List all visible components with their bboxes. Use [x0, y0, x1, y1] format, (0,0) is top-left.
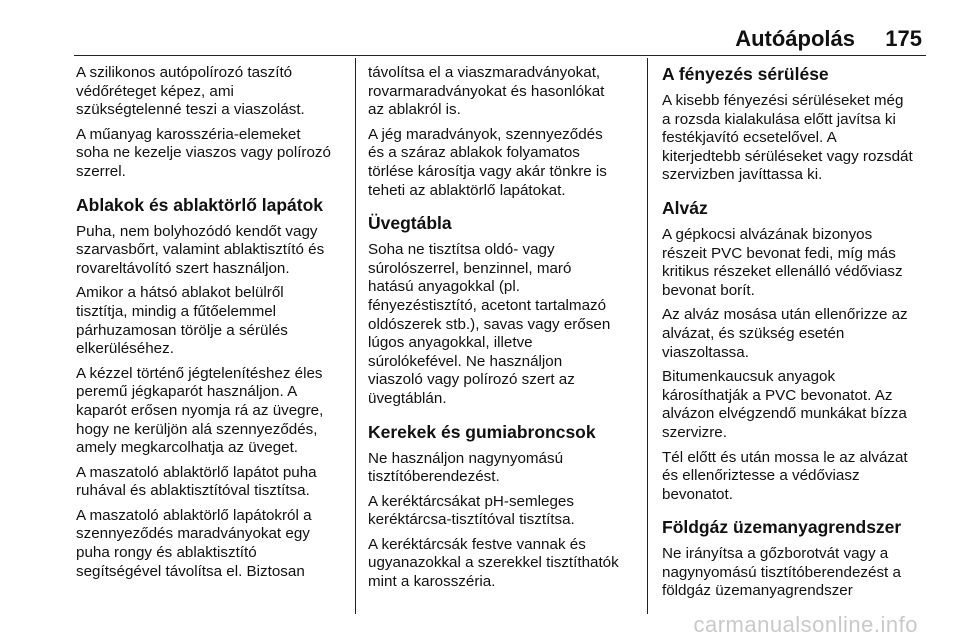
paragraph: A jég maradványok, szennyeződés és a száraz ablakok folyamatos törlése károsítja vagy akár tönkre is teheti az ablaktörlő lapátokat.	[368, 125, 607, 199]
paragraph: A maszatoló ablaktörlő lapátot puha ruhával és ablaktisztítóval tisztítsa.	[76, 463, 317, 500]
paragraph: Bitumenkaucsuk anyagok károsíthatják a PVC bevonatot. Az alvázon elvégzendő munkákat bízza szervizre.	[662, 368, 907, 441]
watermark: carmanualsonline.info	[693, 612, 918, 637]
section-heading: Alváz	[662, 197, 708, 218]
section-heading: A fényezés sérülése	[662, 64, 829, 84]
paragraph: A keréktárcsákat pH-semleges keréktárcsa-tisztítóval tisztítsa.	[368, 492, 575, 529]
column-2	[368, 64, 636, 598]
paragraph: távolítsa el a viaszmaradványokat, rovarmaradványokat és hasonlókat az ablakról is.	[368, 64, 605, 119]
paragraph: Az alváz mosása után ellenőrizze az alvázat, és szükség esetén viaszoltassa.	[662, 306, 908, 361]
column-1	[76, 64, 346, 587]
section-heading: Földgáz üzemanyagrendszer	[662, 517, 902, 538]
column-divider-left	[355, 58, 356, 614]
paragraph: A műanyag karosszéria-elemeket soha ne kezelje viaszos vagy polírozó szerrel.	[76, 125, 331, 180]
paragraph: Puha, nem bolyhozódó kendőt vagy szarvasbőrt, valamint ablaktisztító és rovareltávolító szert használjon.	[76, 222, 325, 277]
paragraph: Soha ne tisztítsa oldó- vagy súrolószerrel, benzinnel, maró hatású anyagokkal (pl. fényezéstisztító, acetont tartalmazó oldószerek stb.), savas vagy erősen lúgos anyagokkal, illetve súrolókefével. Ne használjon viaszoló vagy polírozó szert az üvegtáblán.	[368, 241, 611, 407]
paragraph: Tél előtt és után mossa le az alvázat és ellenőriztesse a védőviasz bevonatot.	[662, 448, 908, 503]
paragraph: Ne használjon nagynyomású tisztítóberendezést.	[368, 449, 564, 486]
column-3	[662, 64, 932, 607]
paragraph: A keréktárcsák festve vannak és ugyanazokkal a szerekkel tisztíthatók mint a karosszéria.	[368, 535, 619, 591]
column-divider-right	[647, 58, 648, 614]
paragraph: A szilikonos autópolírozó taszító védőréteget képez, ami szükségtelenné teszi a viaszolást.	[76, 64, 305, 119]
paragraph: A gépkocsi alvázának bizonyos részeit PVC bevonat fedi, míg más kritikus részeket ellenálló védőviasz bevonat borít.	[662, 225, 903, 299]
paragraph: A kisebb fényezési sérüléseket még a rozsda kialakulása előtt javítsa ki festékjavító ecsetelővel. A kiterjedtebb sérüléseket vagy rozsdát szervizben javíttassa ki.	[662, 92, 913, 184]
section-heading: Üvegtábla	[368, 213, 452, 234]
header-rule	[74, 55, 926, 56]
page-header-title: Autóápolás	[735, 26, 855, 51]
paragraph: A maszatoló ablaktörlő lapátokról a szennyeződés maradványokat egy puha rongy és ablaktisztító segítségével távolítsa el. Biztosan	[76, 506, 312, 580]
page-number: 175	[885, 26, 922, 51]
paragraph: Amikor a hátsó ablakot belülről tisztítja, mindig a fűtőelemmel párhuzamosan törölje a sérülés elkerüléséhez.	[76, 284, 288, 358]
section-heading: Ablakok és ablaktörlő lapátok	[76, 194, 324, 215]
paragraph: Ne irányítsa a gőzborotvát vagy a nagynyomású tisztítóberendezést a földgáz üzemanyagrendszer	[662, 545, 901, 600]
paragraph: A kézzel történő jégtelenítéshez éles peremű jégkaparót használjon. A kaparót erősen nyomja rá az üvegre, hogy ne kerüljön alá szennyeződés, amely megkarcolhatja az üveget.	[76, 364, 324, 457]
section-heading: Kerekek és gumiabroncsok	[368, 421, 596, 442]
